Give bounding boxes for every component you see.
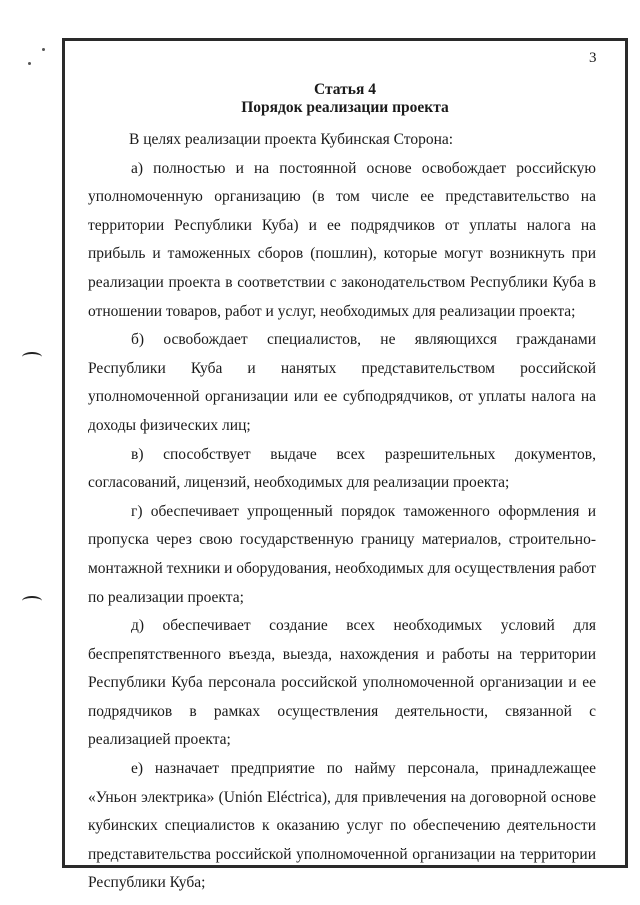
clause-d: д) обеспечивает создание всех необходимых условий для беспрепятственного въезда, выезда, нахождения и работы на территории Республики Куба персонала российской уполномоченной организации и ее подрядчиков в рамках осуществления деятельности, связанной с реализацией проекта;: [88, 617, 596, 749]
binding-hole-mark: [22, 596, 42, 606]
clause-e: е) назначает предприятие по найму персонала, принадлежащее «Уньон электрика» (Unión Eléctrica), для привлечения на договорной основе кубинских специалистов к оказанию услуг по обеспечению деятельности представительства российской уполномоченной организации на территории Республики Куба;: [88, 760, 596, 892]
clause-g: г) обеспечивает упрощенный порядок таможенного оформления и пропуска через свою государственную границу материалов, строительно-монтажной техники и оборудования, необходимых для осуществления работ по реализации проекта;: [88, 502, 596, 606]
binding-hole-mark: [22, 352, 42, 362]
clause-b: б) освобождает специалистов, не являющихся гражданами Республики Куба и нанятых представительством российской уполномоченной организации или ее субподрядчиков, от уплаты налога на доходы физических лиц;: [88, 331, 596, 434]
clause-v: в) способствует выдаче всех разрешительных документов, согласований, лицензий, необходимых для реализации проекта;: [88, 445, 596, 492]
document-body: [88, 126, 596, 898]
scan-speck: [28, 62, 31, 65]
intro-paragraph: В целях реализации проекта Кубинская Сторона:: [129, 131, 454, 148]
article-title: Порядок реализации проекта: [241, 99, 449, 116]
article-number: Статья 4: [314, 81, 376, 98]
page-number: 3: [589, 50, 597, 66]
scan-speck: [42, 48, 45, 51]
clause-a: а) полностью и на постоянной основе освобождает российскую уполномоченную организацию (в том числе ее представительство на территории Республики Куба) и ее подрядчиков от уплаты налога на прибыль и таможенных сборов (пошлин), которые могут возникнуть при реализации проекта в соответствии с законодательством Республики Куба в отношении товаров, работ и услуг, необходимых для реализации проекта;: [88, 159, 596, 320]
